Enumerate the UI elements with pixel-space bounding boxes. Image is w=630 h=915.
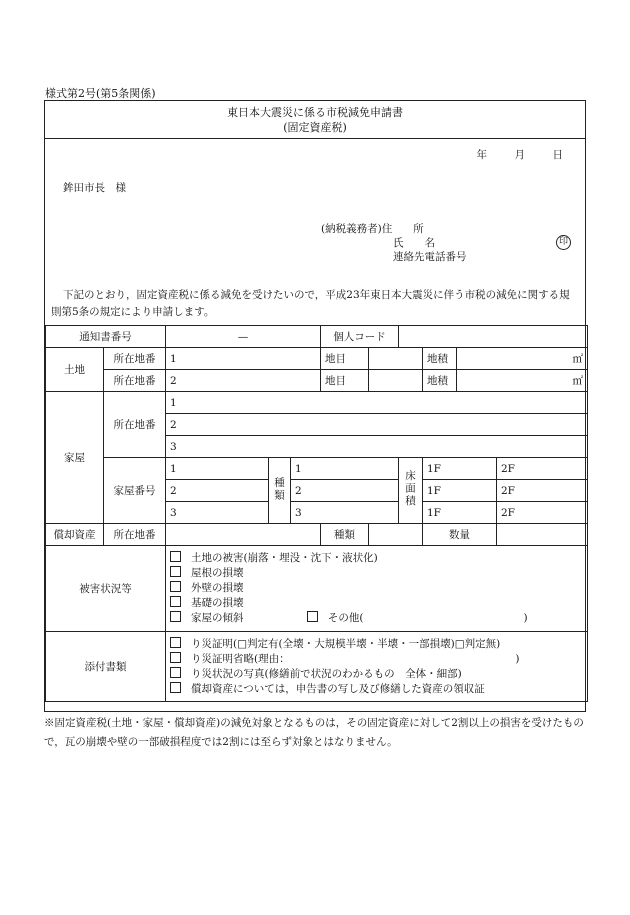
- application-form: [44, 100, 586, 712]
- house-location-field[interactable]: 1: [166, 392, 588, 414]
- checkbox[interactable]: [170, 667, 181, 678]
- applicant-block: [321, 222, 467, 264]
- checkbox[interactable]: [170, 566, 181, 577]
- checkbox[interactable]: [170, 551, 181, 562]
- attachment-item: り災証明省略(理由： ): [191, 652, 520, 665]
- quantity-label: 数量: [423, 524, 497, 546]
- notice-number-value[interactable]: —: [166, 326, 321, 348]
- land-location-field[interactable]: 2: [166, 370, 321, 392]
- land-chimoku-field[interactable]: [369, 348, 423, 370]
- checkbox[interactable]: [170, 581, 181, 592]
- damage-item: 屋根の損壊: [191, 567, 244, 579]
- attachments-checklist: [166, 632, 588, 702]
- personal-code-field[interactable]: [399, 326, 588, 348]
- land-location-label: 所在地番: [104, 370, 166, 392]
- land-area-field[interactable]: [457, 348, 588, 370]
- footnote: ※固定資産税(土地・家屋・償却資産)の減免対象となるものは，その固定資産に対して2割以上の損害を受けたもので，瓦の崩壊や壁の一部破損程度では2割には至らず対象とはなりません。: [44, 717, 584, 748]
- addressee: 鉾田市長 様: [63, 182, 126, 194]
- area-unit: ㎡: [572, 353, 583, 365]
- house-location-field[interactable]: 3: [166, 436, 588, 458]
- house-location-field[interactable]: 2: [166, 414, 588, 436]
- land-area-field[interactable]: [457, 370, 588, 392]
- land-area-label: 地積: [423, 370, 457, 392]
- damage-other-close: ): [523, 612, 528, 624]
- damage-item: 家屋の傾斜: [191, 612, 244, 624]
- date-field[interactable]: [471, 147, 563, 162]
- land-area-label: 地積: [423, 348, 457, 370]
- house-number-field[interactable]: 2: [166, 480, 269, 502]
- depreciable-location-field[interactable]: [166, 524, 321, 546]
- floor-area-label: 床面積: [399, 458, 423, 524]
- address-label[interactable]: 住 所: [381, 223, 424, 235]
- form-title: 東日本大震災に係る市税減免申請書: [227, 106, 403, 119]
- damage-item: 外壁の損壊: [191, 582, 244, 594]
- house-number-field[interactable]: 1: [166, 458, 269, 480]
- type-label: 種類: [269, 458, 291, 524]
- personal-code-label: 個人コード: [321, 326, 399, 348]
- depreciable-location-label: 所在地番: [104, 524, 166, 546]
- form-subtitle: (固定資産税): [283, 121, 347, 134]
- depreciable-label: 償却資産: [46, 524, 104, 546]
- checkbox[interactable]: [170, 637, 181, 648]
- depreciable-type-label: 種類: [321, 524, 369, 546]
- damage-item: 土地の被害(崩落・埋没・沈下・液状化): [191, 552, 378, 564]
- floor-1f[interactable]: 1F: [423, 502, 497, 524]
- checkbox[interactable]: [307, 611, 318, 622]
- attachments-label: 添付書類: [46, 632, 166, 702]
- year-label: 年: [476, 149, 487, 161]
- type-field[interactable]: 3: [291, 502, 399, 524]
- damage-checklist: [166, 546, 588, 632]
- attachment-item: り災状況の写真(修繕前で状況のわかるもの 全体・細部): [191, 667, 462, 680]
- month-label: 月: [514, 149, 525, 161]
- house-number-label: 家屋番号: [104, 458, 166, 524]
- form-number-label: 様式第2号(第5条関係): [45, 87, 156, 100]
- depreciable-type-field[interactable]: [369, 524, 423, 546]
- damage-label: 被害状況等: [46, 546, 166, 632]
- damage-other-label: その他(: [327, 612, 364, 624]
- area-unit: ㎡: [572, 375, 583, 387]
- land-location-field[interactable]: 1: [166, 348, 321, 370]
- name-label[interactable]: 氏 名: [393, 237, 435, 249]
- floor-1f[interactable]: 1F: [423, 480, 497, 502]
- floor-2f[interactable]: 2F: [497, 480, 588, 502]
- type-field[interactable]: 2: [291, 480, 399, 502]
- damage-item: 基礎の損壊: [191, 597, 244, 609]
- house-number-field[interactable]: 3: [166, 502, 269, 524]
- quantity-field[interactable]: [497, 524, 588, 546]
- asset-table: [45, 325, 588, 702]
- day-label: 日: [552, 149, 563, 161]
- house-location-label: 所在地番: [104, 392, 166, 458]
- floor-2f[interactable]: 2F: [497, 502, 588, 524]
- notice-number-label: 通知書番号: [46, 326, 166, 348]
- attachment-item: り災証明(□判定有(全壊・大規模半壊・半壊・一部損壊)□判定無): [191, 637, 501, 650]
- form-title-box: [45, 101, 585, 139]
- checkbox[interactable]: [170, 682, 181, 693]
- house-label: 家屋: [46, 392, 104, 524]
- land-chimoku-field[interactable]: [369, 370, 423, 392]
- floor-2f[interactable]: 2F: [497, 458, 588, 480]
- land-chimoku-label: 地目: [321, 348, 369, 370]
- land-location-label: 所在地番: [104, 348, 166, 370]
- attachment-item: 償却資産については，申告書の写し及び修繕した資産の領収証: [191, 682, 485, 695]
- checkbox[interactable]: [170, 596, 181, 607]
- phone-label[interactable]: 連絡先電話番号: [393, 251, 467, 263]
- checkbox[interactable]: [170, 652, 181, 663]
- land-chimoku-label: 地目: [321, 370, 369, 392]
- floor-1f[interactable]: 1F: [423, 458, 497, 480]
- applicant-role: (納税義務者): [321, 223, 382, 235]
- seal-icon: 印: [556, 235, 571, 250]
- checkbox[interactable]: [170, 611, 181, 622]
- type-field[interactable]: 1: [291, 458, 399, 480]
- statement-text: 下記のとおり，固定資産税に係る減免を受けたいので，平成23年東日本大震災に伴う市税の減免に関する規則第5条の規定により申請します。: [51, 289, 570, 318]
- land-label: 土地: [46, 348, 104, 392]
